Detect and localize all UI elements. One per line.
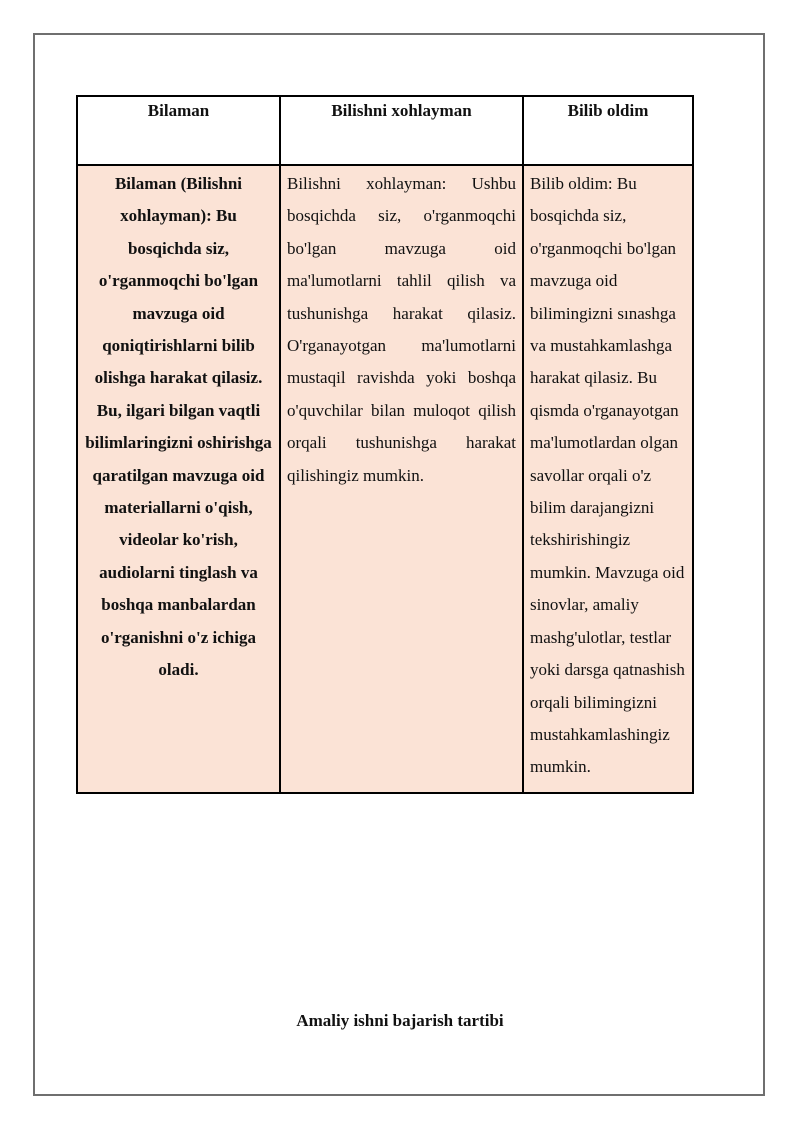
cell-bilaman: Bilaman (Bilishni xohlayman): Bu bosqichda siz, o'rganmoqchi bo'lgan mavzuga oid qoniqtirishlarni bilib olishga harakat qilasiz. Bu, ilgari bilgan vaqtli bilimlaringizni oshirishga qaratilgan mavzuga oid materiallarni o'qish, videolar ko'rish, audiolarni tinglash va boshqa manbalardan o'rganishni o'z ichiga oladi. [77, 165, 280, 793]
kwl-table [76, 95, 694, 794]
header-bilib-oldim: Bilib oldim [523, 96, 693, 165]
cell-bilib-oldim: Bilib oldim: Bu bosqichda siz, o'rganmoqchi bo'lgan mavzuga oid bilimingizni sınashga va mustahkamlashga harakat qilasiz. Bu qismda o'rganayotgan ma'lumotlardan olgan savollar orqali o'z bilim darajangizni tekshirishingiz mumkin. Mavzuga oid sinovlar, amaliy mashg'ulotlar, testlar yoki darsga qatnashish orqali bilimingizni mustahkamlashingiz mumkin. [523, 165, 693, 793]
table-row [77, 165, 693, 793]
cell-bilishni-xohlayman: Bilishni xohlayman: Ushbu bosqichda siz, o'rganmoqchi bo'lgan mavzuga oid ma'lumotlarni tahlil qilish va tushunishga harakat qilasiz. O'rganayotgan ma'lumotlarni mustaqil ravishda yoki boshqa o'quvchilar bilan muloqot qilish orqali tushunishga harakat qilishingiz mumkin. [280, 165, 523, 793]
header-bilishni-xohlayman: Bilishni xohlayman [280, 96, 523, 165]
section-title: Amaliy ishni bajarish tartibi [296, 1011, 504, 1030]
header-bilaman: Bilaman [77, 96, 280, 165]
table-header-row [77, 96, 693, 165]
